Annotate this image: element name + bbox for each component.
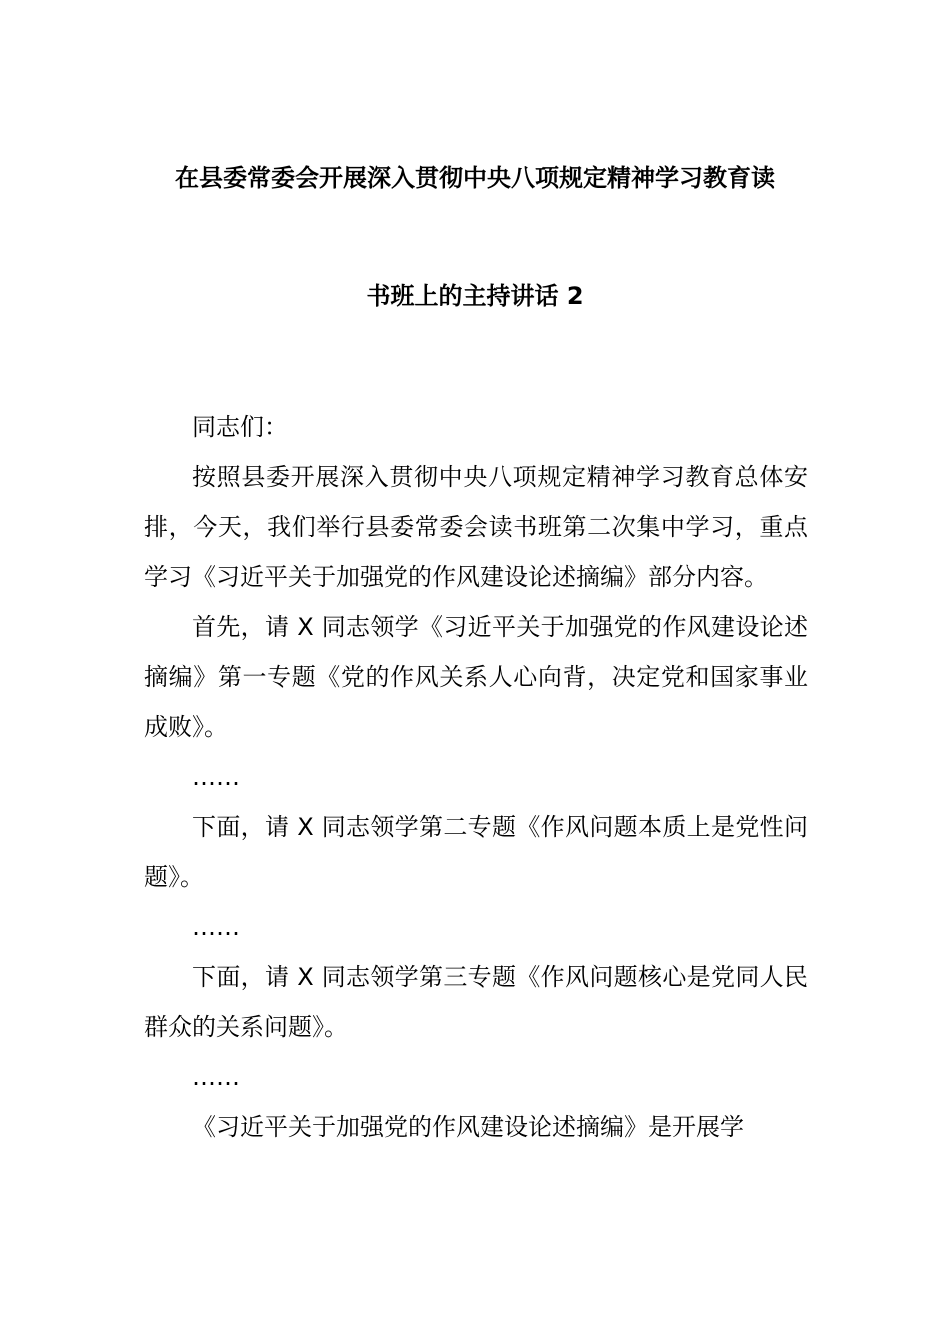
paragraph-topic-3: 下面，请 X 同志领学第三专题《作风问题核心是党同人民群众的关系问题》。 <box>144 963 808 1041</box>
document-title-line-2: 书班上的主持讲话 2 <box>366 282 584 310</box>
paragraph-intro: 按照县委开展深入贯彻中央八项规定精神学习教育总体安排，今天，我们举行县委常委会读书班第二次集中学习，重点学习《习近平关于加强党的作风建设论述摘编》部分内容。 <box>144 463 808 591</box>
ellipsis-1: …… <box>192 763 240 791</box>
paragraph-topic-2: 下面，请 X 同志领学第二专题《作风问题本质上是党性问题》。 <box>144 813 808 891</box>
document-title-line-1: 在县委常委会开展深入贯彻中央八项规定精神学习教育读 <box>175 164 775 192</box>
paragraph-closing-start: 《习近平关于加强党的作风建设论述摘编》是开展学 <box>192 1113 744 1141</box>
ellipsis-3: …… <box>192 1063 240 1091</box>
ellipsis-2: …… <box>192 913 240 941</box>
paragraph-topic-1: 首先，请 X 同志领学《习近平关于加强党的作风建设论述摘编》第一专题《党的作风关系人心向背，决定党和国家事业成败》。 <box>144 613 808 741</box>
document-body <box>144 402 808 1152</box>
salutation: 同志们： <box>192 413 288 441</box>
